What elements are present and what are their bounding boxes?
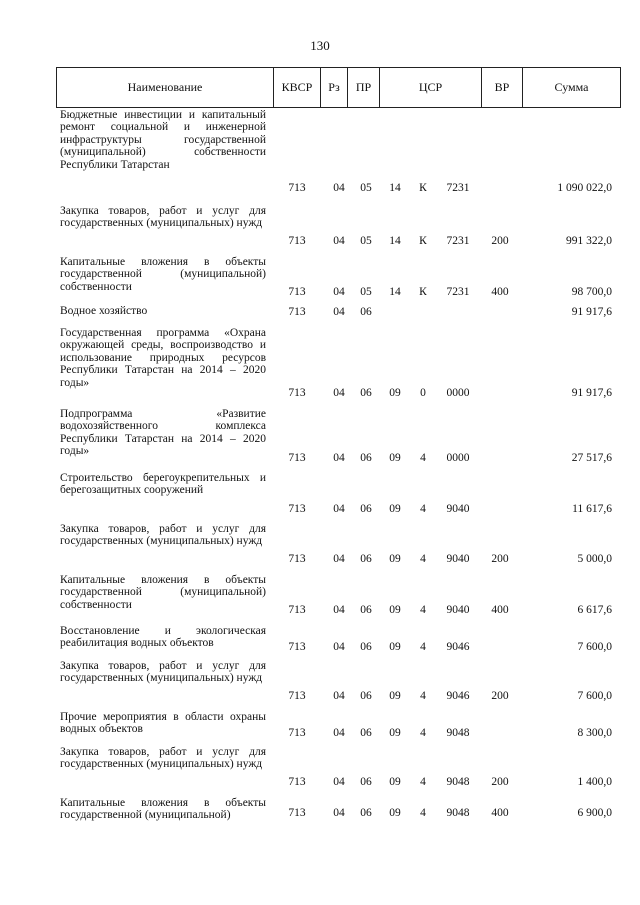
row-pr: 06 [360,451,372,464]
row-csr-subprogram: К [419,234,427,247]
row-csr-program: 09 [389,726,401,739]
row-csr-direction: 9048 [446,807,470,819]
header-vr: ВР [482,68,523,107]
row-name: Закупка товаров, работ и услуг для государственных (муниципальных) нужд [60,205,266,230]
row-sum: 91 917,6 [571,386,612,399]
row-pr: 05 [360,181,372,194]
row-csr-direction: 9040 [446,502,470,515]
row-kvsr: 713 [288,640,306,653]
row-name: Капитальные вложения в объекты государственной (муниципальной) собственности [60,256,266,293]
row-name: Закупка товаров, работ и услуг для государственных (муниципальных) нужд [60,660,266,685]
header-rz: Рз [321,68,348,107]
table-row [0,523,640,565]
row-csr-direction: 9046 [446,640,470,653]
row-kvsr: 713 [288,285,306,298]
row-rz: 04 [333,775,345,788]
row-kvsr: 713 [288,726,306,739]
row-kvsr: 713 [288,552,306,565]
table-row [0,408,640,464]
row-csr-direction: 7231 [446,181,470,194]
row-pr: 06 [360,807,372,819]
table-row [0,472,640,515]
row-csr-program: 09 [389,603,401,616]
header-csr: ЦСР [380,68,482,107]
row-csr-program: 14 [389,181,401,194]
table-row [0,256,640,298]
row-csr-program: 14 [389,285,401,298]
row-rz: 04 [333,502,345,515]
row-rz: 04 [333,386,345,399]
row-rz: 04 [333,603,345,616]
row-pr: 05 [360,285,372,298]
header-kvsr: КВСР [274,68,321,107]
row-csr-subprogram: 4 [420,689,426,702]
table-row [0,574,640,616]
row-kvsr: 713 [288,386,306,399]
row-rz: 04 [333,234,345,247]
row-csr-direction: 0000 [446,386,470,399]
row-rz: 04 [333,552,345,565]
row-csr-direction: 7231 [446,234,470,247]
row-vr: 200 [491,552,509,565]
row-sum: 91 917,6 [571,305,612,318]
row-csr-program: 14 [389,234,401,247]
row-vr: 400 [491,603,509,616]
row-rz: 04 [333,726,345,739]
row-kvsr: 713 [288,451,306,464]
row-csr-subprogram: 4 [420,451,426,464]
row-csr-program: 09 [389,386,401,399]
row-csr-direction: 9040 [446,603,470,616]
table-row [0,746,640,788]
row-rz: 04 [333,305,345,318]
row-sum: 5 000,0 [577,552,612,565]
row-pr: 06 [360,775,372,788]
row-csr-program: 09 [389,807,401,819]
row-name: Закупка товаров, работ и услуг для государственных (муниципальных) нужд [60,746,266,771]
table-row [0,109,640,194]
row-csr-subprogram: 4 [420,726,426,739]
row-pr: 06 [360,640,372,653]
row-pr: 06 [360,689,372,702]
row-sum: 98 700,0 [571,285,612,298]
row-csr-direction: 7231 [446,285,470,298]
row-sum: 7 600,0 [577,689,612,702]
row-sum: 991 322,0 [566,234,612,247]
row-pr: 06 [360,552,372,565]
row-csr-subprogram: 4 [420,775,426,788]
row-name: Закупка товаров, работ и услуг для государственных (муниципальных) нужд [60,523,266,548]
table-row [0,205,640,247]
row-rz: 04 [333,451,345,464]
page-number: 130 [310,38,330,53]
row-csr-direction: 9040 [446,552,470,565]
row-name: Подпрограмма «Развитие водохозяйственного комплекса Республики Татарстан на 2014 – 2020 годы» [60,408,266,458]
row-vr: 400 [491,807,509,819]
row-csr-direction: 9048 [446,775,470,788]
row-sum: 1 090 022,0 [557,181,612,194]
row-vr: 200 [491,234,509,247]
row-kvsr: 713 [288,234,306,247]
row-kvsr: 713 [288,807,306,819]
row-sum: 8 300,0 [577,726,612,739]
row-vr: 200 [491,689,509,702]
row-csr-program: 09 [389,502,401,515]
row-csr-subprogram: 4 [420,640,426,653]
row-rz: 04 [333,285,345,298]
table-header [56,67,621,108]
row-kvsr: 713 [288,502,306,515]
header-sum: Сумма [554,80,589,94]
row-pr: 06 [360,726,372,739]
row-csr-program: 09 [389,451,401,464]
row-csr-program: 09 [389,689,401,702]
row-sum: 27 517,6 [571,451,612,464]
table-row [0,625,640,653]
row-kvsr: 713 [288,305,306,318]
row-csr-subprogram: К [419,181,427,194]
table-row [0,660,640,702]
row-name: Строительство берегоукрепительных и берегозащитных сооружений [60,472,266,497]
row-csr-subprogram: 4 [420,502,426,515]
row-kvsr: 713 [288,689,306,702]
row-vr: 200 [491,775,509,788]
row-name: Государственная программа «Охрана окружающей среды, воспроизводство и использование природных ресурсов Республики Татарстан на 2014 – 2020 годы» [60,327,266,389]
row-name: Бюджетные инвестиции и капитальный ремонт социальной и инженерной инфраструктуры государственной (муниципальной) собственности Республики Татарстан [60,109,266,171]
row-rz: 04 [333,689,345,702]
table-row [0,305,640,318]
row-kvsr: 713 [288,775,306,788]
row-csr-direction: 0000 [446,451,470,464]
row-csr-program: 09 [389,552,401,565]
row-kvsr: 713 [288,603,306,616]
header-name: Наименование [57,68,274,107]
row-sum: 7 600,0 [577,640,612,653]
row-csr-program: 09 [389,775,401,788]
header-pr: ПР [348,68,380,107]
row-csr-program: 09 [389,640,401,653]
row-rz: 04 [333,807,345,819]
row-name: Прочие мероприятия в области охраны водных объектов [60,711,266,736]
row-name: Капитальные вложения в объекты государственной (муниципальной) [60,797,266,822]
row-pr: 06 [360,603,372,616]
row-csr-direction: 9046 [446,689,470,702]
row-rz: 04 [333,181,345,194]
row-csr-subprogram: 4 [420,552,426,565]
row-name: Капитальные вложения в объекты государственной (муниципальной) собственности [60,574,266,611]
row-pr: 06 [360,386,372,399]
table-row [0,797,640,825]
row-sum: 11 617,6 [572,502,612,515]
row-name: Водное хозяйство [60,305,148,317]
row-sum: 6 900,0 [577,807,612,819]
row-sum: 1 400,0 [577,775,612,788]
row-sum: 6 617,6 [577,603,612,616]
row-pr: 05 [360,234,372,247]
row-csr-subprogram: 4 [420,603,426,616]
row-csr-subprogram: 4 [420,807,426,819]
row-pr: 06 [360,305,372,318]
row-name: Восстановление и экологическая реабилитация водных объектов [60,625,266,650]
row-kvsr: 713 [288,181,306,194]
row-csr-direction: 9048 [446,726,470,739]
row-csr-subprogram: 0 [420,386,426,399]
row-rz: 04 [333,640,345,653]
row-csr-subprogram: К [419,285,427,298]
row-vr: 400 [491,285,509,298]
table-row [0,327,640,399]
table-row [0,711,640,739]
row-pr: 06 [360,502,372,515]
